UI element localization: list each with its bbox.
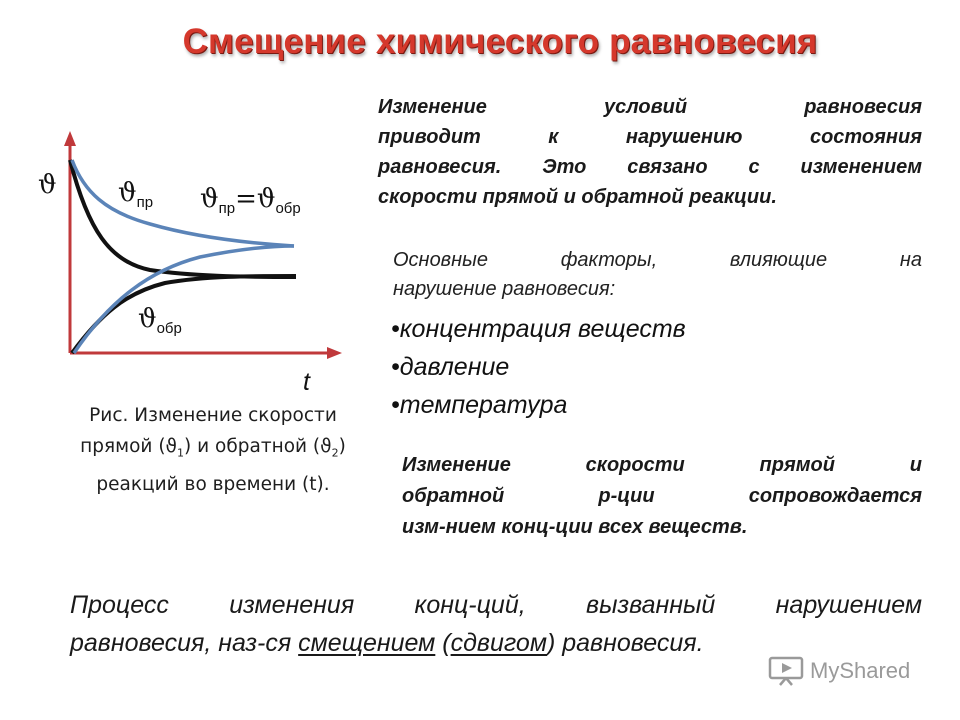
intro-line-3: равновесия. Это связано с изменением — [378, 156, 922, 178]
conclusion-suffix: ) равновесия. — [546, 629, 704, 657]
conclusion-paragraph — [70, 586, 922, 662]
caption-part-b: ) и обратной ( — [184, 436, 321, 457]
caption-part-a: прямой ( — [80, 436, 166, 457]
caption-line-1: Рис. Изменение скорости — [89, 405, 337, 426]
factors-intro-line-1: Основные факторы, влияющие на — [393, 249, 922, 271]
equal-sub-a: пр — [218, 200, 236, 218]
conclusion-line-1: Процесс изменения конц-ций, вызванный нарушением — [70, 591, 922, 619]
intro-line-1: Изменение условий равновесия — [378, 96, 922, 118]
watermark-text: MyShared — [810, 658, 911, 683]
equal-mid: =ϑ — [235, 184, 276, 214]
intro-line-2: приводит к нарушению состояния — [378, 126, 922, 148]
conclusion-paren: ( — [435, 629, 451, 657]
equal-sub-b: обр — [275, 200, 301, 218]
intro-line-4: скорости прямой и обратной реакции. — [378, 186, 777, 208]
caption-sym-2: ϑ — [320, 436, 332, 457]
caption-line-2 — [48, 431, 378, 469]
caption-sub-2: 2 — [331, 446, 339, 460]
caption-sub-1: 1 — [177, 446, 185, 460]
watermark — [768, 656, 910, 686]
term-smeshchenie: смещением — [298, 629, 436, 657]
y-axis-label — [38, 172, 57, 198]
conclusion-prefix: равновесия, наз-ся — [70, 629, 299, 657]
effect-line-1: Изменение скорости прямой и — [402, 454, 922, 476]
factor-item-concentration: •концентрация веществ — [391, 315, 686, 343]
x-axis-arrow — [327, 347, 342, 359]
black-forward-curve — [70, 160, 296, 277]
blue-reverse-curve — [74, 246, 294, 353]
reverse-rate-label — [138, 306, 182, 336]
factor-item-pressure: •давление — [391, 353, 510, 381]
intro-paragraph — [378, 92, 922, 212]
caption-line-3: реакций во времени (t). — [96, 473, 330, 495]
factors-intro — [393, 246, 922, 304]
forward-symbol: ϑ — [118, 178, 137, 208]
x-axis-label: t — [303, 368, 310, 396]
forward-sub: пр — [136, 194, 154, 212]
factor-item-temperature: •температура — [391, 391, 568, 419]
effect-paragraph — [402, 450, 922, 543]
y-axis-arrow — [64, 131, 76, 146]
effect-line-2: обратной р-ции сопровождается — [402, 485, 922, 507]
forward-rate-label — [118, 180, 153, 210]
caption-part-c: ) — [338, 436, 346, 457]
equal-rate-label — [200, 186, 301, 216]
reverse-symbol: ϑ — [138, 304, 157, 334]
caption-sym-1: ϑ — [165, 436, 178, 457]
reverse-sub: обр — [156, 320, 182, 338]
equal-symbol-a: ϑ — [200, 184, 219, 214]
y-symbol: ϑ — [38, 170, 57, 200]
term-sdvig: сдвигом — [450, 629, 547, 657]
projector-icon — [768, 656, 804, 686]
effect-line-3: изм-нием конц-ции всех веществ. — [402, 516, 748, 538]
figure-caption — [48, 400, 378, 500]
factors-intro-line-2: нарушение равновесия: — [393, 278, 616, 300]
slide-title: Смещение химического равновесия — [182, 22, 818, 61]
